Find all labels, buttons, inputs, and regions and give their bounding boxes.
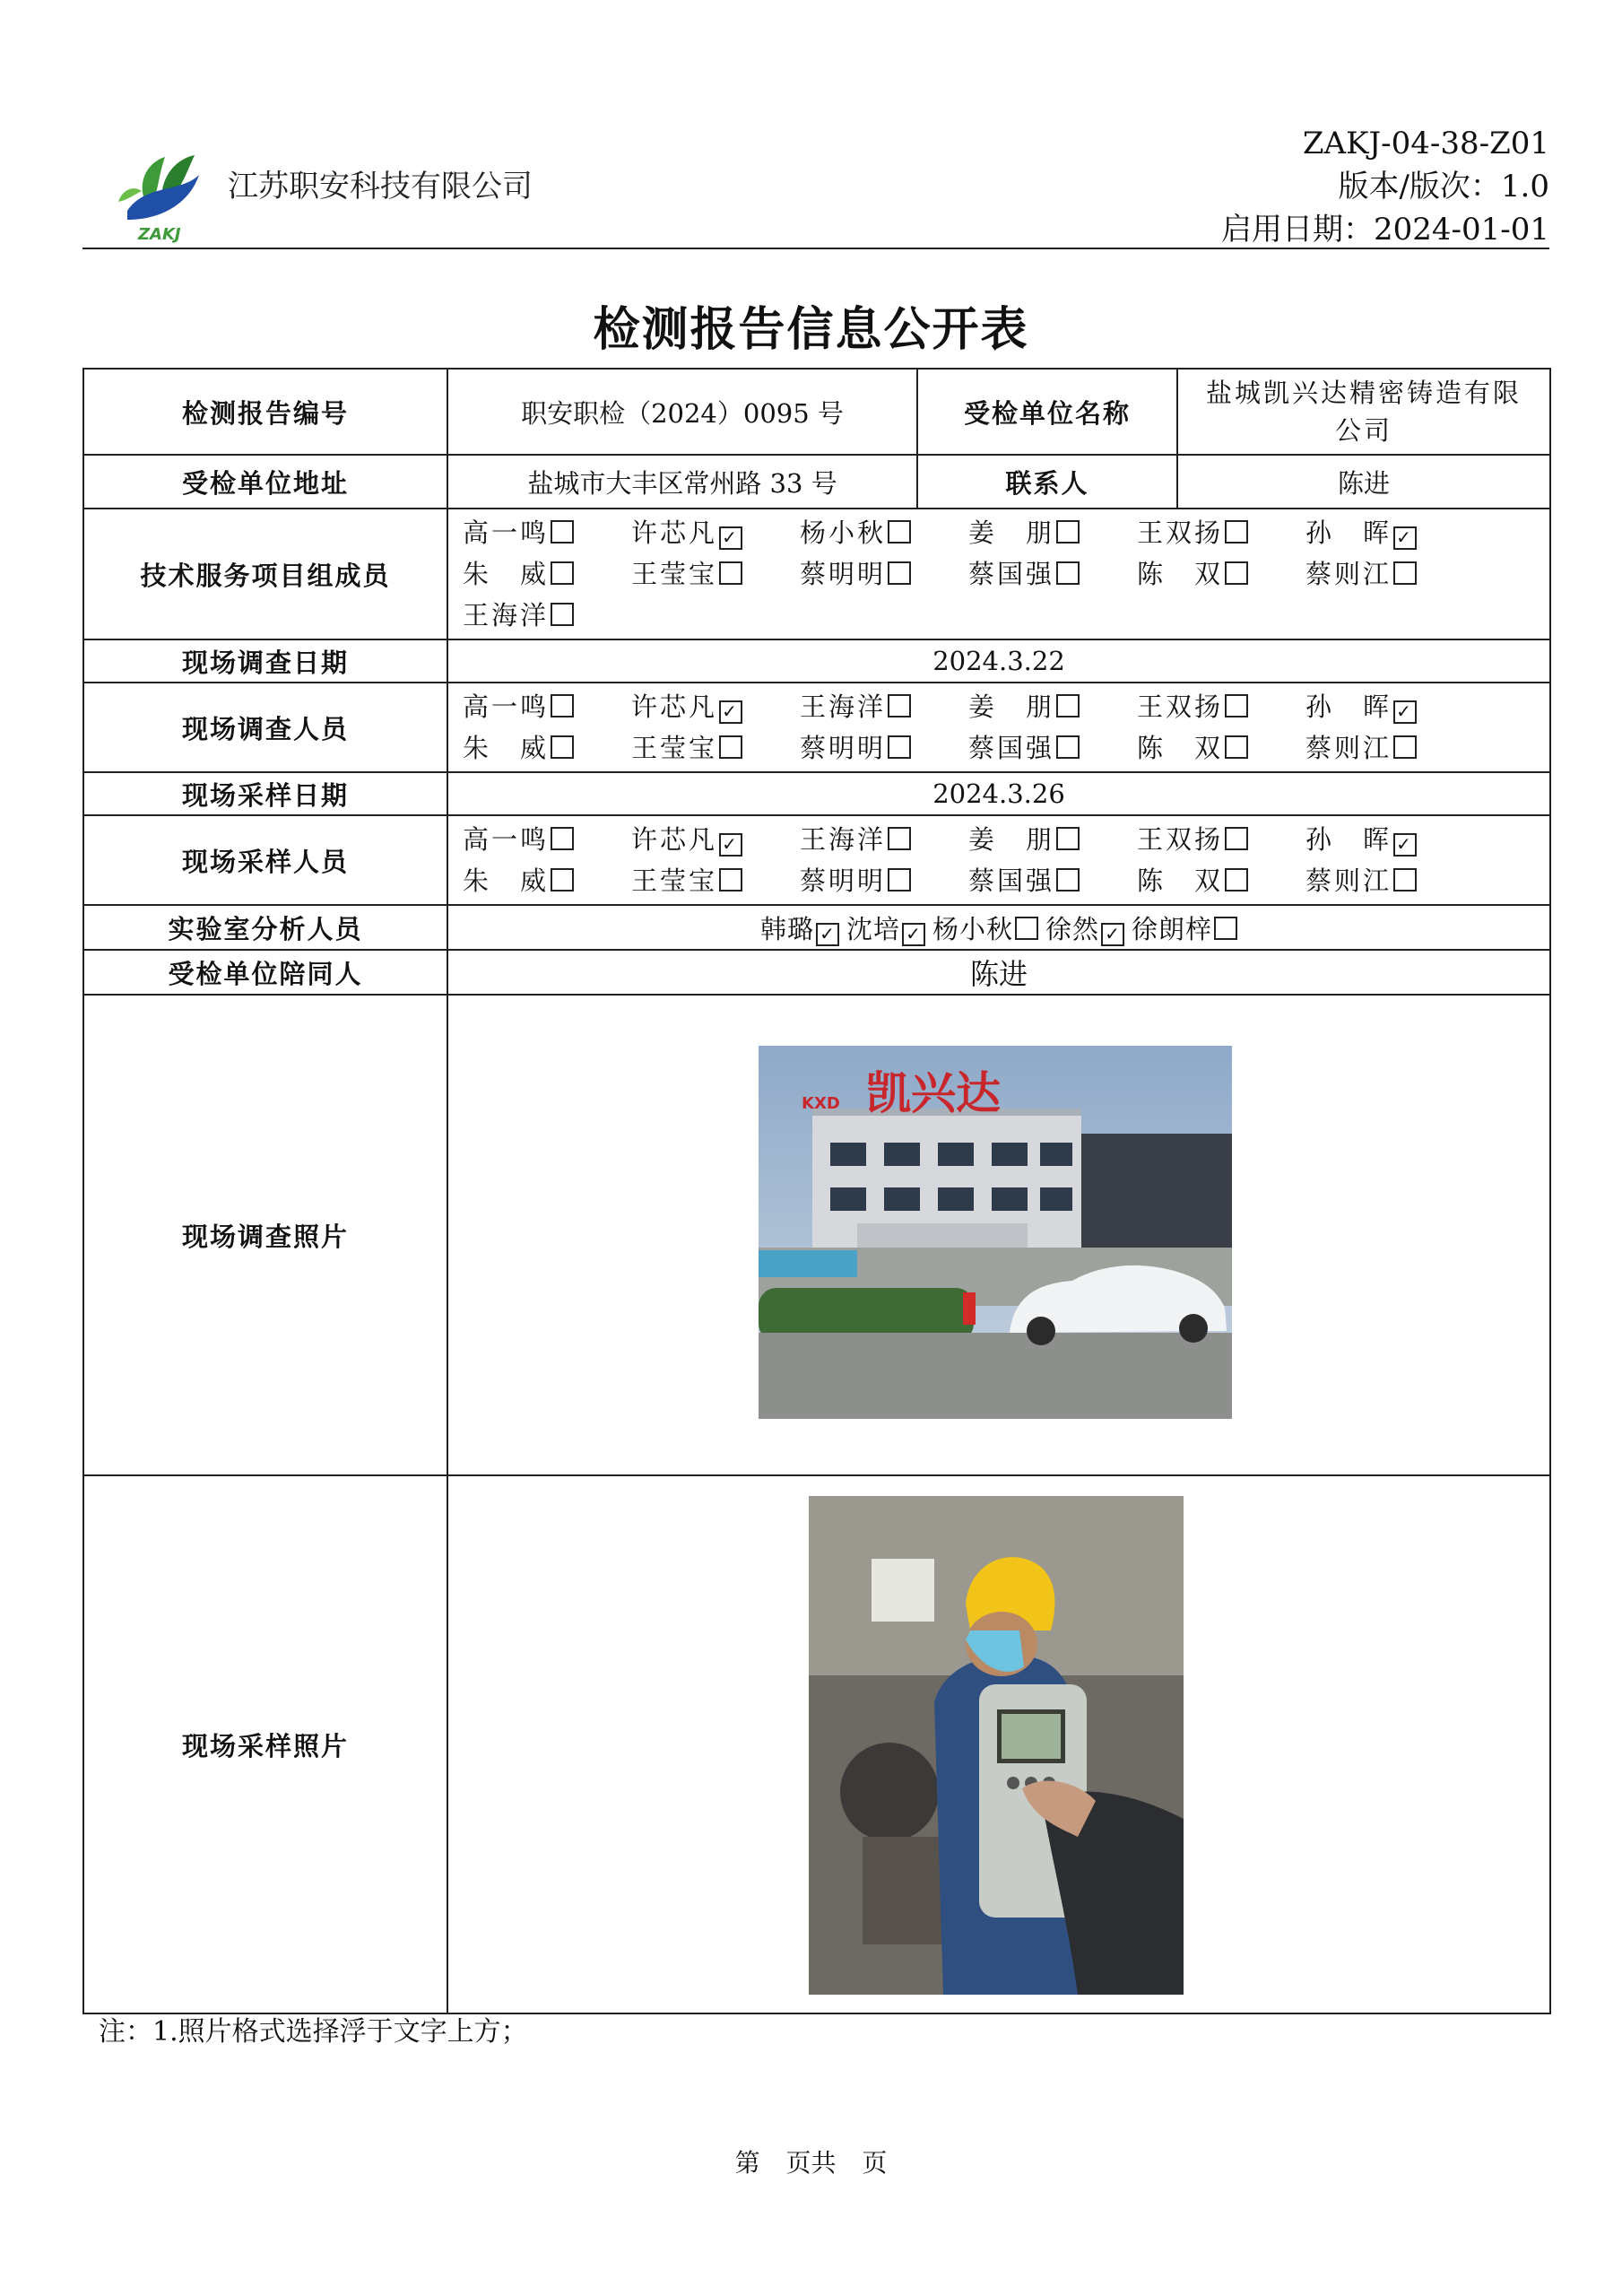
checked-checkbox-icon[interactable]: ✓ [1101,923,1124,946]
staff-name: 朱 威 [463,733,550,763]
unchecked-checkbox-icon[interactable] [551,520,574,544]
staff-item [463,730,631,766]
staff-item [631,822,800,857]
staff-name: 蔡则江 [1305,559,1392,589]
staff-item [800,822,968,857]
contact-label: 联系人 [917,455,1177,509]
lab-staff-list [448,909,1549,946]
staff-name: 孙 晖 [1305,691,1392,722]
sampling-photo [809,1496,1184,1995]
lab-staff-item [1132,914,1237,944]
checked-checkbox-icon[interactable]: ✓ [719,833,742,857]
staff-name: 陈 双 [1137,733,1224,763]
staff-item [968,822,1137,857]
unchecked-checkbox-icon[interactable] [1056,827,1080,850]
staff-name: 高一鸣 [463,691,550,722]
staff-item [1305,515,1474,551]
staff-name: 蔡国强 [968,865,1055,896]
staff-item [800,730,968,766]
lab-staff-item [1045,914,1124,944]
effective-date: 启用日期：2024-01-01 [1220,212,1549,248]
staff-name: 许芯凡 [631,824,718,855]
sampling-staff-cell [447,815,1550,905]
row-survey-date [83,639,1550,683]
staff-name: 陈 双 [1137,865,1224,896]
staff-name: 姜 朋 [968,824,1055,855]
staff-item [631,730,800,766]
survey-date-value: 2024.3.22 [447,639,1550,683]
sampling-photo-cell [447,1475,1550,2013]
staff-name: 高一鸣 [463,517,550,548]
row-sampling-staff [83,815,1550,905]
row-members [83,509,1550,639]
staff-item [800,515,968,551]
staff-name: 蔡则江 [1305,865,1392,896]
staff-name: 韩璐 [759,913,814,944]
staff-item [1137,863,1305,899]
lab-staff-item [760,914,839,944]
photo-sign: 凯兴达 [866,1067,1001,1119]
unchecked-checkbox-icon[interactable] [1393,561,1417,585]
unchecked-checkbox-icon[interactable] [551,603,574,626]
staff-item [631,556,800,592]
unchecked-checkbox-icon[interactable] [1225,868,1248,891]
staff-name: 蔡明明 [800,733,887,763]
row-report-number [83,369,1550,455]
staff-name: 蔡明明 [800,559,887,589]
staff-name: 王双扬 [1137,824,1224,855]
unchecked-checkbox-icon[interactable] [1393,868,1417,891]
staff-name: 许芯凡 [631,517,718,548]
staff-name: 朱 威 [463,559,550,589]
survey-date-label: 现场调查日期 [83,639,447,683]
lab-staff-item [846,914,925,944]
staff-name: 王双扬 [1137,691,1224,722]
staff-item [800,863,968,899]
report-table [82,368,1551,2014]
staff-name: 杨小秋 [932,913,1013,944]
staff-item [1137,515,1305,551]
report-no-value: 职安职检（2024）0095 号 [447,369,917,455]
survey-photo-cell [447,995,1550,1475]
staff-item [631,863,800,899]
photo-sign-small: KXD [802,1094,840,1113]
checked-checkbox-icon[interactable]: ✓ [902,923,925,946]
staff-item [968,730,1137,766]
unchecked-checkbox-icon[interactable] [551,561,574,585]
checked-checkbox-icon[interactable]: ✓ [1393,833,1417,857]
page-title: 检测报告信息公开表 [593,302,1029,357]
staff-name: 孙 晖 [1305,824,1392,855]
staff-item [800,689,968,725]
staff-name: 蔡则江 [1305,733,1392,763]
staff-item [1305,556,1474,592]
unchecked-checkbox-icon[interactable] [1015,917,1038,940]
company-logo [109,139,217,247]
unchecked-checkbox-icon[interactable] [719,868,742,891]
staff-item [463,863,631,899]
checked-checkbox-icon[interactable]: ✓ [719,526,742,550]
unchecked-checkbox-icon[interactable] [888,868,911,891]
sampling-date-value: 2024.3.26 [447,772,1550,815]
unchecked-checkbox-icon[interactable] [888,561,911,585]
lab-cell [447,905,1550,950]
staff-name: 徐朗梓 [1132,913,1213,944]
unchecked-checkbox-icon[interactable] [888,520,911,544]
staff-name: 王莹宝 [631,865,718,896]
report-no-label: 检测报告编号 [83,369,447,455]
row-escort [83,950,1550,995]
checked-checkbox-icon[interactable]: ✓ [1393,700,1417,724]
staff-name: 杨小秋 [800,517,887,548]
staff-name: 蔡明明 [800,865,887,896]
unchecked-checkbox-icon[interactable] [719,735,742,759]
staff-item [463,689,631,725]
unchecked-checkbox-icon[interactable] [1056,694,1080,718]
company-name: 江苏职安科技有限公司 [228,169,533,204]
staff-item [1305,689,1474,725]
contact-value: 陈进 [1177,455,1550,509]
checked-checkbox-icon[interactable]: ✓ [719,700,742,724]
checked-checkbox-icon[interactable]: ✓ [816,923,839,946]
survey-staff-list [448,683,1549,771]
staff-name: 许芯凡 [631,691,718,722]
sampling-photo-label: 现场采样照片 [83,1475,447,2013]
unchecked-checkbox-icon[interactable] [1056,868,1080,891]
staff-item [1305,822,1474,857]
row-address [83,455,1550,509]
escort-label: 受检单位陪同人 [83,950,447,995]
staff-name: 朱 威 [463,865,550,896]
footnote: 注：1.照片格式选择浮于文字上方； [99,2016,528,2048]
unchecked-checkbox-icon[interactable] [1393,735,1417,759]
staff-name: 王海洋 [463,600,550,631]
sampling-staff-label: 现场采样人员 [83,815,447,905]
survey-photo-label: 现场调查照片 [83,995,447,1475]
staff-item [1137,556,1305,592]
staff-item [463,515,631,551]
survey-staff-cell [447,683,1550,772]
unchecked-checkbox-icon[interactable] [888,735,911,759]
unchecked-checkbox-icon[interactable] [1225,735,1248,759]
survey-staff-label: 现场调查人员 [83,683,447,772]
unchecked-checkbox-icon[interactable] [1056,735,1080,759]
staff-item [1305,863,1474,899]
address-label: 受检单位地址 [83,455,447,509]
unchecked-checkbox-icon[interactable] [1214,917,1237,940]
unchecked-checkbox-icon[interactable] [1056,561,1080,585]
staff-name: 蔡国强 [968,559,1055,589]
staff-item [463,556,631,592]
sampling-date-label: 现场采样日期 [83,772,447,815]
staff-name: 陈 双 [1137,559,1224,589]
unchecked-checkbox-icon[interactable] [1056,520,1080,544]
row-sampling-date [83,772,1550,815]
unchecked-checkbox-icon[interactable] [1225,520,1248,544]
page-header [82,117,1549,249]
staff-item [968,863,1137,899]
staff-item [800,556,968,592]
unchecked-checkbox-icon[interactable] [1225,561,1248,585]
staff-item [1137,822,1305,857]
address-value: 盐城市大丰区常州路 33 号 [447,455,917,509]
staff-item [1137,730,1305,766]
staff-name: 孙 晖 [1305,517,1392,548]
staff-name: 姜 朋 [968,691,1055,722]
members-cell [447,509,1550,639]
staff-name: 沈培 [846,913,900,944]
staff-item [968,515,1137,551]
unchecked-checkbox-icon[interactable] [1225,694,1248,718]
unchecked-checkbox-icon[interactable] [551,694,574,718]
members-label: 技术服务项目组成员 [83,509,447,639]
staff-name: 蔡国强 [968,733,1055,763]
staff-item [968,556,1137,592]
page-footer: 第 页共 页 [734,2148,888,2178]
doc-version: 版本/版次：1.0 [1338,169,1549,204]
staff-name: 王莹宝 [631,733,718,763]
staff-name: 姜 朋 [968,517,1055,548]
lab-label: 实验室分析人员 [83,905,447,950]
unchecked-checkbox-icon[interactable] [888,694,911,718]
lab-staff-item [932,914,1038,944]
staff-item [1137,689,1305,725]
checked-checkbox-icon[interactable]: ✓ [1393,526,1417,550]
unchecked-checkbox-icon[interactable] [551,868,574,891]
staff-item [1305,730,1474,766]
staff-name: 王海洋 [800,691,887,722]
unchecked-checkbox-icon[interactable] [551,735,574,759]
staff-name: 王莹宝 [631,559,718,589]
staff-name: 高一鸣 [463,824,550,855]
staff-name: 王海洋 [800,824,887,855]
row-survey-photo [83,995,1550,1475]
survey-photo [759,1046,1232,1419]
staff-item [631,515,800,551]
row-lab-staff [83,905,1550,950]
staff-item [463,822,631,857]
row-survey-staff [83,683,1550,772]
document-meta [1221,122,1549,251]
header-divider [82,248,1549,249]
members-list [448,509,1549,639]
logo-text: ZAKJ [138,225,181,244]
unit-name-label: 受检单位名称 [917,369,1177,455]
unit-name-value: 盐城凯兴达精密铸造有限公司 [1177,369,1550,455]
escort-value: 陈进 [447,950,1550,995]
row-sampling-photo [83,1475,1550,2013]
sampling-staff-list [448,816,1549,904]
unchecked-checkbox-icon[interactable] [888,827,911,850]
staff-item [968,689,1137,725]
staff-item [631,689,800,725]
staff-name: 王双扬 [1137,517,1224,548]
unchecked-checkbox-icon[interactable] [1225,827,1248,850]
staff-item [463,597,631,633]
unchecked-checkbox-icon[interactable] [719,561,742,585]
staff-name: 徐然 [1045,913,1100,944]
unchecked-checkbox-icon[interactable] [551,827,574,850]
doc-code: ZAKJ-04-38-Z01 [1302,126,1549,161]
